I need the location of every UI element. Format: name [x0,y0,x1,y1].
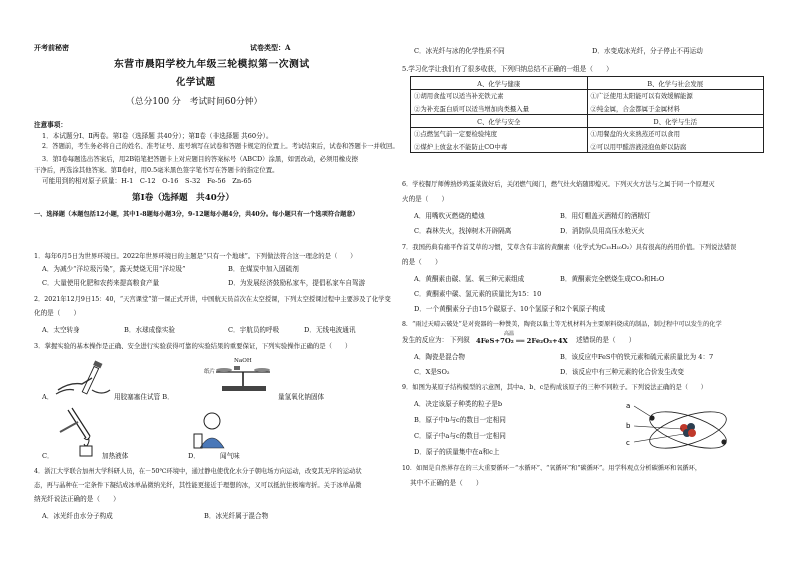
paper-label: 纸片 [204,369,216,375]
q9-option-b: B．原子中b与c的数目一定相同 [414,416,506,424]
note-item: 可能用到的相对原子质量：H-1 C-12 O-16 S-32 Fe-56 Zn-65 [42,177,252,185]
q1-stem: 1．每年6月5日为世界环境日。2022年世界环境日的主题是“只有一个地球”。下列做法符合这一理念的是（ ） [34,252,357,260]
q8-stem-end: 述错误的是（ ） [576,336,636,344]
q5-cell: D、化学与生活 [587,115,764,128]
q2-option-c: C．宇航员的呼吸 [228,326,280,334]
heating-liquid-figure [54,404,104,458]
q2-stem-cont: 化的是（ ） [34,309,81,317]
q2-option-d: D．无线电波通讯 [304,326,356,334]
atom-label-a: a [626,402,631,410]
q5-cell [411,90,588,115]
q3-option-d-label: D． [188,452,200,460]
note-item: 干净后，再选涂其他答案。第Ⅱ卷时，用0.5毫米黑色签字笔书写在答题卡的指定位置。 [34,166,279,174]
smell-gas-figure [192,410,232,454]
q4-stem: 4．浙江大学联合加州大学科研人员，在－50℃环境中，通过静电使优化水分子朝电场方向运动，改变其无序的运动状 [34,468,362,475]
q9-option-a: A．决定该原子种类的粒子是b [414,400,503,408]
q1-option-c: C．大量使用化肥和农药来提高粮食产量 [42,279,160,287]
q1-option-a: A．为减少“洋垃圾污染”，露天焚烧无用“洋垃圾” [42,265,186,273]
right-column [402,0,772,561]
q5-line: ①点燃氢气前一定要检验纯度 [414,130,498,138]
q7-stem: 7．我国药典有痛平作首艾草的习惯，艾草含有丰富的黄酮素（化学式为C₁₅H₁₀O₂）具有很高的药用价值。下列说法错误 [402,244,737,251]
q5-line: ①用餐盘的火来熟蒸还可以食用 [590,130,680,138]
q5-cell: A、化学与健康 [411,77,588,90]
q5-cell [411,128,588,153]
q3-option-b-text: 量氢氧化钠固体 [278,393,325,401]
q1-option-d: D．为发展经济鼓励私家车，提倡私家车自驾游 [228,279,366,287]
q5-cell [587,128,764,153]
q4-option-d: D．水变成冰光纤，分子停止不再运动 [592,47,703,55]
q1-option-b: B．在煤炭中加入固硫剂 [228,265,299,273]
q3-option-c-label: C． [42,452,54,460]
paper-type-label: 试卷类型：A [250,43,291,52]
q5-line: ②可以用甲醛溶液浸泡鱼虾以防腐 [590,143,687,151]
q9-option-d: D．原子的质量集中在a和c上 [414,448,500,456]
q3-option-a-text: 用胶塞塞住试管 B． [114,393,174,401]
q8-equation: 4FeS+7O₂ ══ 2Fe₂O₃+4X [476,337,568,345]
q6-option-b: B．用灯帽盖灭酒精灯的酒精灯 [560,212,651,220]
q8-option-d: D．该反应中有三种元素的化合价发生改变 [560,368,684,376]
q5-cell: B、化学与社会发展 [587,77,764,90]
balance-figure [214,362,274,394]
q6-stem-cont: 火的是（ ） [402,195,449,203]
atom-label-b: b [626,422,631,430]
q8-option-c: C．X是SO₂ [414,368,450,376]
q7-option-d: D．一个黄酮素分子由15个碳原子、10个氢原子和2个氧原子构成 [414,305,606,313]
q4-stem-cont: 态，再与晶种在一定条件下凝结成冰单晶微纳光纤，其性能更接近于理想的冰，又可以抵抗住极端弯折。关于冰单晶微 [34,482,362,489]
q5-line: ②纯金属，合金都属于金属材料 [590,105,680,113]
q9-stem: 9．如图为某原子结构模型的示意图，其中a、b、c是构成该原子的三种不同粒子。下列说法正确的是（ ） [402,384,707,391]
school-title: 东营市晨阳学校九年级三轮模拟第一次测试 [114,59,310,70]
q8-option-b: B．该反应中FeS中的铁元素和硫元素质量比为 4：7 [560,353,714,361]
q5-line: ②为补充蛋白质可以适当增加肉类摄入量 [414,105,530,113]
q9-option-c: C．原子中a与c的数目一定相同 [414,432,506,440]
exam-meta: （总分100 分 考试时间60分钟） [126,97,263,107]
q6-option-d: D．消防队员用高压水枪灭火 [560,227,645,235]
section-instruction: 一、选择题（本题包括12小题，其中1-8题每小题3分，9-12题每小题4分，共40分。每小题只有一个选项符合题意） [34,211,359,218]
q4-stem-end: 纳光纤说法正确的是（ ） [34,495,120,503]
q7-option-c: C．黄酮素中碳、氢元素的质量比为15：10 [414,290,542,298]
left-column [28,0,399,561]
q8-stem: 8．“雨过天晴云破处”是对瓷器的一种赞美，陶瓷以黏土等无机材料为主要原料烧成的制品，制过程中可以发生的化学 [402,321,722,328]
q6-option-a: A．用嘴吹灭燃烧的蜡烛 [414,212,485,220]
q7-option-b: B．黄酮素完全燃烧生成CO₂和H₂O [560,275,665,283]
q3-option-d-text: 闻气味 [220,452,240,460]
secret-label: 开考前秘密 [34,43,69,52]
q6-option-c: C．森林失火，找掉树木开辟隔离 [414,227,512,235]
note-item: 3．第Ⅰ卷每题选出答案后，用2B铅笔把答题卡上对应题目的答案标号（ABCD）涂黑，如需改动，必须用橡皮擦 [42,155,358,163]
q7-stem-cont: 的是（ ） [402,258,442,266]
note-item: 1．本试题分Ⅰ、Ⅱ两卷。第Ⅰ卷（选择题 共40分）；第Ⅱ卷（非选择题 共60分）。 [42,132,273,140]
q7-option-a: A．黄酮素由碳、氢、氧三种元素组成 [414,275,525,283]
q2-stem: 2．2021年12月9日15：40，“天宫课堂”第一课正式开讲，中国航天员首次在太空授课，下列太空授课过程中主要涉及了化学变 [34,296,391,303]
atom-model-figure [622,396,742,460]
notes-title: 注意事项： [34,121,67,129]
subject-title: 化学试题 [176,77,216,88]
atom-label-c: c [626,439,630,447]
q5-line: ②煤炉上放盆水不能防止CO中毒 [414,143,508,151]
q2-option-a: A．太空转身 [42,326,80,334]
q2-option-b: B．水球成像实验 [124,326,176,334]
q5-line: ①胡用食盐可以适当补充铁元素 [414,92,504,100]
q6-stem: 6．学校餐厅师傅熟炒鸡蛋菜做好后，关闭燃气阀门，燃气灶火焰随即熄灭。下列灭火方法与之属于同一个原理灭 [402,181,715,188]
q3-stem: 3．掌握实验的基本操作是正确、安全进行实验获得可靠的实验结果的重要保证，下列实验操作正确的是（ ） [34,342,352,350]
q8-stem-cont: 发生的反应为： [402,336,449,344]
section-title: 第Ⅰ卷（选择题 共40分） [132,193,234,203]
q10-stem-cont: 其中不正确的是（ ） [410,479,483,487]
q5-cell [587,90,764,115]
naoh-label: NaOH [234,358,252,364]
q4-option-b: B．冰光纤属于混合物 [204,512,269,520]
q4-option-a: A．冰光纤由水分子构成 [42,512,113,520]
note-item: 2．答题前，考生务必将自己的姓名、准考证号、座号填写在试卷和答题卡规定的位置上。考试结束后，试卷和答题卡一并收回。 [42,143,399,150]
q4-option-c: C．冰光纤与冰的化学性质不同 [414,47,505,55]
q5-cell: C、化学与安全 [411,115,588,128]
q5-line: ①广泛使用太阳能可以有效缓解能源 [590,92,693,100]
q5-table [410,76,764,153]
test-tube-stopper-figure [52,360,114,402]
q8-option-a: A．陶瓷是混合物 [414,353,465,361]
q10-stem: 10．如图是自然界存在的三大重要循环－“水循环”、“氧循环”和“碳循环”。用学科观点分析碳循环和氧循环， [402,465,702,472]
q3-option-a-label: A． [42,393,54,401]
q8-condition: 高温 [504,331,515,337]
q8-stem-mid: 下列叙 [450,336,470,344]
q5-stem: 5.学习化学让我们有了很多收获，下列归纳总结不正确的一组是（ ） [402,65,613,73]
q3-option-c-text: 加热液体 [102,452,129,460]
